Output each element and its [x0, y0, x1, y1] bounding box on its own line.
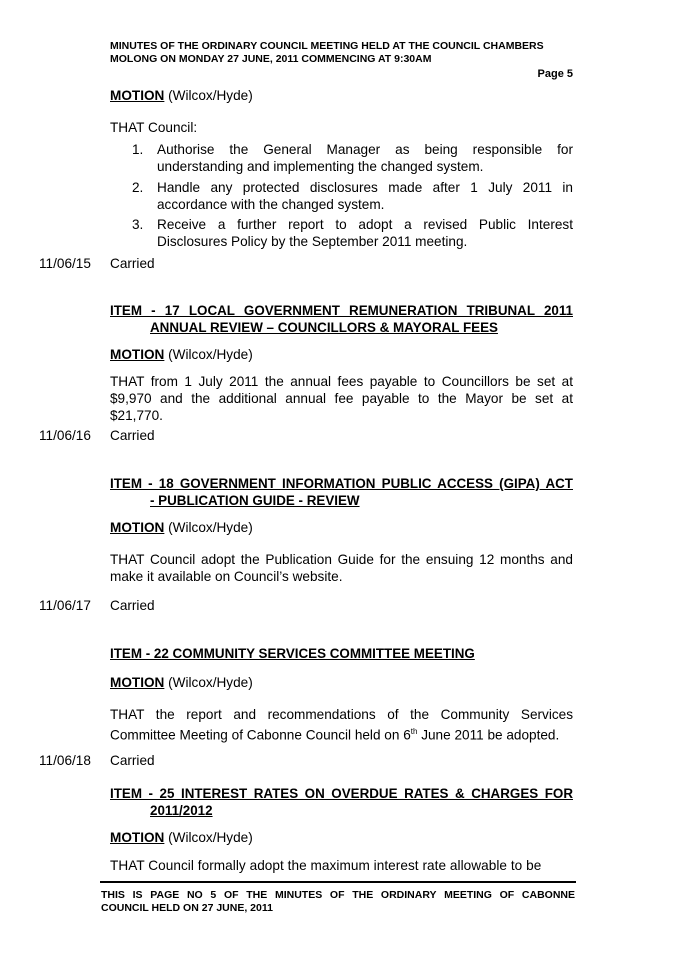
motion-movers: (Wilcox/Hyde) — [164, 520, 253, 535]
motion-movers: (Wilcox/Hyde) — [164, 830, 253, 845]
carried-label: Carried — [110, 428, 155, 443]
header-line-1: MINUTES OF THE ORDINARY COUNCIL MEETING HELD AT THE COUNCIL CHAMBERS — [110, 40, 544, 52]
ordinal-suffix: th — [410, 727, 418, 736]
item-25-text: THAT Council formally adopt the maximum interest rate allowable to be — [110, 858, 542, 873]
motion-label: MOTION — [110, 88, 165, 103]
motion-label: MOTION — [110, 830, 165, 845]
resolution-number: 11/06/17 — [39, 598, 91, 613]
motion-line-25 — [110, 830, 253, 845]
list-number: 2. — [132, 180, 144, 195]
item-17-text: THAT from 1 July 2011 the annual fees payable to Councillors be set at $9,970 and the additional annual fee payable to the Mayor be set at $21,770. — [110, 374, 573, 423]
list-text: Receive a further report to adopt a revised Public Interest Disclosures Policy by the September 2011 meeting. — [157, 217, 573, 249]
item-title-line-2: 2011/2012 — [150, 803, 213, 818]
motion-label: MOTION — [110, 675, 165, 690]
footer-line-2: COUNCIL HELD ON 27 JUNE, 2011 — [101, 902, 273, 914]
motion-line-1 — [110, 88, 253, 103]
page-footer — [101, 889, 575, 915]
carried-label: Carried — [110, 256, 155, 271]
carried-label: Carried — [110, 598, 155, 613]
item-17-title — [110, 302, 573, 336]
motion-movers: (Wilcox/Hyde) — [164, 88, 253, 103]
carried-label: Carried — [110, 753, 155, 768]
item-title-line-1: ITEM - 22 COMMUNITY SERVICES COMMITTEE MEETING — [110, 646, 475, 661]
motion-line-17 — [110, 347, 253, 362]
item-22-text-main: THAT the report and recommendations of the Community Services Committee Meeting of Cabonne Council held on 6 — [110, 707, 573, 743]
item-title-line-1: ITEM - 25 INTEREST RATES ON OVERDUE RATES & CHARGES FOR — [110, 786, 573, 801]
item-22-text — [110, 706, 573, 744]
item-22-title — [110, 645, 573, 662]
item-title-line-2: - PUBLICATION GUIDE - REVIEW — [150, 493, 360, 508]
motion-movers: (Wilcox/Hyde) — [164, 675, 253, 690]
list-text: Handle any protected disclosures made after 1 July 2011 in accordance with the changed system. — [157, 180, 573, 212]
header-line-2: MOLONG ON MONDAY 27 JUNE, 2011 COMMENCING AT 9:30AM — [110, 53, 432, 65]
footer-divider — [100, 881, 576, 883]
motion-label: MOTION — [110, 520, 165, 535]
footer-line-1: THIS IS PAGE NO 5 OF THE MINUTES OF THE ORDINARY MEETING OF CABONNE — [101, 889, 575, 901]
motion-line-18 — [110, 520, 253, 535]
list-number: 3. — [132, 217, 144, 232]
item-22-text-end: June 2011 be adopted. — [417, 727, 560, 743]
item-18-text: THAT Council adopt the Publication Guide for the ensuing 12 months and make it available on Council’s website. — [110, 552, 573, 584]
resolution-number: 11/06/18 — [39, 753, 91, 768]
resolution-number: 11/06/16 — [39, 428, 91, 443]
item-title-line-1: ITEM - 18 GOVERNMENT INFORMATION PUBLIC ACCESS (GIPA) ACT — [110, 476, 573, 491]
motion-intro: THAT Council: — [110, 120, 198, 135]
item-18-title — [110, 475, 573, 509]
list-number: 1. — [132, 142, 144, 157]
motion-movers: (Wilcox/Hyde) — [164, 347, 253, 362]
item-title-line-1: ITEM - 17 LOCAL GOVERNMENT REMUNERATION TRIBUNAL 2011 — [110, 303, 573, 318]
page-number: Page 5 — [537, 68, 573, 80]
motion-line-22 — [110, 675, 253, 690]
item-title-line-2: ANNUAL REVIEW – COUNCILLORS & MAYORAL FEES — [150, 320, 498, 335]
item-25-title — [110, 785, 573, 819]
motion-label: MOTION — [110, 347, 165, 362]
page-header — [110, 40, 575, 66]
resolution-number: 11/06/15 — [39, 256, 91, 271]
list-text: Authorise the General Manager as being responsible for understanding and implementing the changed system. — [157, 142, 573, 174]
